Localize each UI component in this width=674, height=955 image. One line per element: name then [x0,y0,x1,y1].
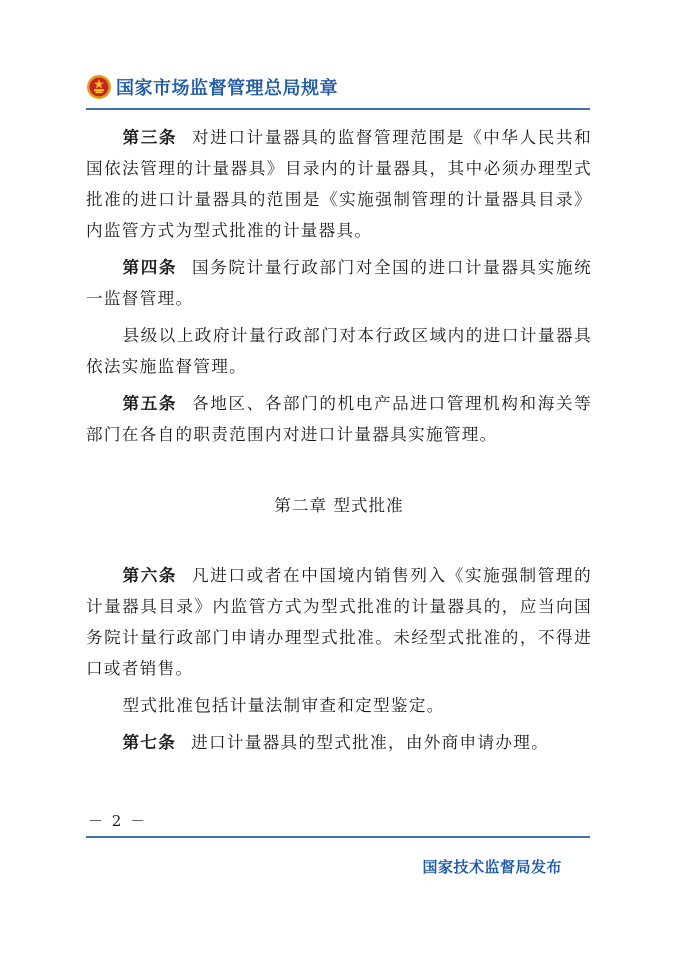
article-3 [86,122,592,246]
footer-divider [86,836,590,838]
national-emblem-icon [86,74,112,100]
article-label: 第六条 [122,566,178,585]
article-label: 第三条 [122,128,178,147]
article-label: 第七条 [122,733,177,752]
article-5 [86,388,592,450]
chapter-title: 第二章 型式批准 [274,496,404,515]
article-label: 第四条 [122,258,178,277]
header-divider [86,108,590,110]
article-6-paragraph-2: 型式批准包括计量法制审查和定型鉴定。 [122,696,445,715]
article-7 [86,727,592,758]
page-number: － 2 － [88,812,148,830]
article-4-paragraph-2: 县级以上政府计量行政部门对本行政区域内的进口计量器具依法实施监督管理。 [86,326,592,376]
article-text: 进口计量器具的型式批准，由外商申请办理。 [191,733,550,752]
footer-publisher: 国家技术监督局发布 [422,858,562,876]
document-body [86,122,592,758]
article-label: 第五条 [122,394,178,413]
article-text: 凡进口或者在中国境内销售列入《实施强制管理的计量器具目录》内监管方式为型式批准的计量器具的，应当向国务院计量行政部门申请办理型式批准。未经型式批准的，不得进口或者销售。 [86,566,592,678]
article-text: 对进口计量器具的监督管理范围是《中华人民共和国依法管理的计量器具》目录内的计量器具，其中必须办理型式批准的进口计量器具的范围是《实施强制管理的计量器具目录》内监管方式为型式批准的计量器具。 [86,128,592,240]
page-header [86,72,338,102]
article-4 [86,252,592,314]
header-title: 国家市场监督管理总局规章 [116,78,338,99]
article-text: 各地区、各部门的机电产品进口管理机构和海关等部门在各自的职责范围内对进口计量器具实施管理。 [86,394,592,444]
article-text: 国务院计量行政部门对全国的进口计量器具实施统一监督管理。 [86,258,592,308]
article-6 [86,560,592,684]
